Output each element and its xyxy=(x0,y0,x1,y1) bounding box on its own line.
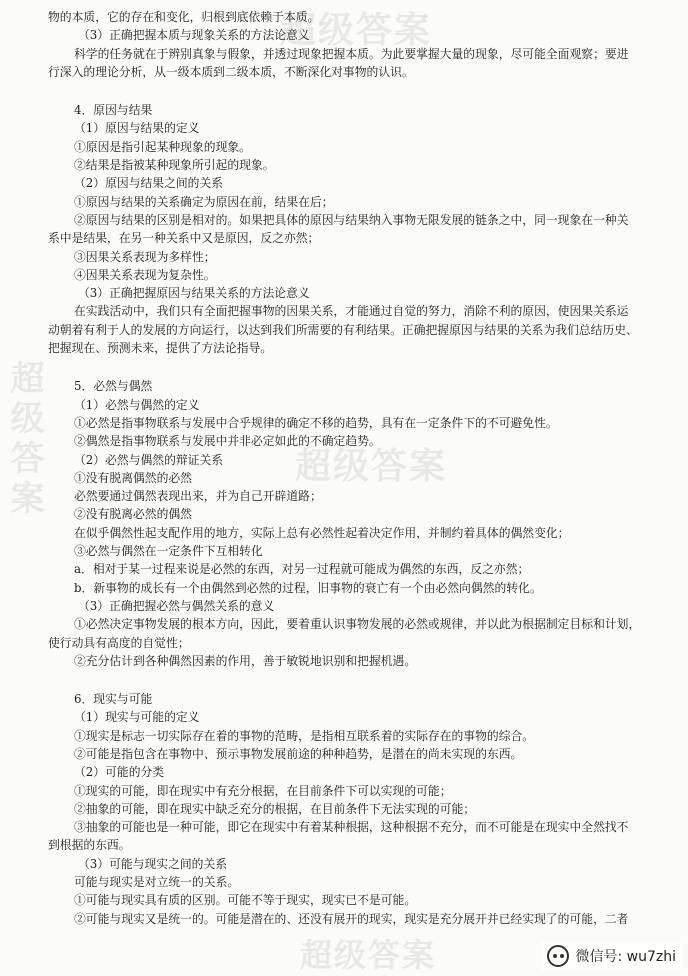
text-line: b．新事物的成长有一个由偶然到必然的过程，旧事物的衰亡有一个由必然向偶然的转化。 xyxy=(74,580,542,595)
wechat-account-badge xyxy=(541,942,682,970)
text-line: ①原因与结果的关系确定为原因在前，结果在后； xyxy=(74,194,334,209)
text-line: 系中是结果，在另一种关系中又是原因，反之亦然； xyxy=(48,231,320,246)
text-line: ①原因是指引起某种现象的现象。 xyxy=(74,139,251,154)
watermark-vertical: 超级答案 xyxy=(4,360,44,520)
section-gap xyxy=(46,670,666,690)
section-heading: 5．必然与偶然 xyxy=(74,379,153,394)
text-line: 可能与现实是对立统一的关系。 xyxy=(74,875,240,890)
watermark-top: 超级答案 xyxy=(280,10,433,51)
text-line: 行深入的理论分析，从一级本质到二级本质，不断深化对事物的认识。 xyxy=(48,64,414,79)
text-line: ①可能与现实具有质的区别。可能不等于现实，现实已不是可能。 xyxy=(74,893,417,908)
text-line: ②结果是指被某种现象所引起的现象。 xyxy=(74,158,275,173)
text-line: 在实践活动中，我们只有全面把握事物的因果关系，才能通过自觉的努力，消除不利的原因，使因果关系运 xyxy=(74,304,629,319)
text-line: （1）必然与偶然的定义 xyxy=(74,397,200,412)
wechat-account-label: 微信号: wu7zhi xyxy=(575,949,676,965)
text-line: （3）正确把握本质与现象关系的方法论意义 xyxy=(78,28,310,43)
text-line: （2）原因与结果之间的关系 xyxy=(74,176,224,191)
text-line: ②没有脱离必然的偶然 xyxy=(74,507,192,522)
text-line: ①必然是指事物联系与发展中合乎规律的确定不移的趋势，具有在一定条件下的不可避免性。 xyxy=(74,415,558,430)
text-line: 把握现在、预测未来，提供了方法论指导。 xyxy=(48,341,273,356)
text-line: 动朝着有利于人的发展的方向运行，以达到我们所需要的有利结果。正确把握原因与结果的关系为我们总结历史、 xyxy=(48,322,638,337)
text-line: ②可能是指包含在事物中、预示事物发展前途的种种趋势，是潜在的尚未实现的东西。 xyxy=(74,746,523,761)
watermark-middle: 超级答案 xyxy=(295,446,448,487)
section-gap xyxy=(46,81,666,101)
text-line: 物的本质，它的存在和变化，归根到底依赖于本质。 xyxy=(48,10,320,24)
text-line: 科学的任务就在于辨别真象与假象，并透过现象把握本质。为此要掌握大量的现象，尽可能全面观察；要进 xyxy=(74,46,629,61)
text-line: 使行动具有高度的自觉性； xyxy=(48,635,190,650)
text-line: 到根据的东西。 xyxy=(48,838,131,853)
text-line: ①现实的可能，即在现实中有充分根据，在目前条件下可以实现的可能； xyxy=(74,783,452,798)
text-line: （1）原因与结果的定义 xyxy=(74,121,200,136)
text-line: 在似乎偶然性起支配作用的地方，实际上总有必然性起着决定作用，并制约着具体的偶然变化； xyxy=(74,525,570,540)
text-line: （1）现实与可能的定义 xyxy=(74,710,200,725)
watermark-bottom: 超级答案 xyxy=(300,936,437,974)
text-line: a．相对于某一过程来说是必然的东西，对另一过程就可能成为偶然的东西，反之亦然； xyxy=(74,562,530,577)
text-line: 必然要通过偶然表现出来，并为自己开辟道路； xyxy=(74,489,322,504)
text-line: ①现实是标志一切实际存在着的事物的范畴，是指相互联系着的实际存在的事物的综合。 xyxy=(74,728,535,743)
text-line: ③必然与偶然在一定条件下互相转化 xyxy=(74,544,263,559)
text-line: （3）正确把握原因与结果关系的方法论意义 xyxy=(78,286,310,301)
section-gap xyxy=(46,357,666,377)
section-heading: 6．现实与可能 xyxy=(74,692,153,707)
text-line: ①没有脱离偶然的必然 xyxy=(74,470,192,485)
text-line: （2）可能的分类 xyxy=(74,765,165,780)
text-line: ②偶然是指事物联系与发展中并非必定如此的不确定趋势。 xyxy=(74,434,381,449)
text-line: ②抽象的可能，即在现实中缺乏充分的根据，在目前条件下无法实现的可能； xyxy=(74,801,476,816)
text-line: ④因果关系表现为复杂性。 xyxy=(74,267,216,282)
text-line: （3）可能与现实之间的关系 xyxy=(78,856,228,871)
text-line: ②可能与现实又是统一的。可能是潜在的、还没有展开的现实，现实是充分展开并已经实现了的可能，二者 xyxy=(74,911,629,926)
wechat-icon xyxy=(547,945,569,967)
text-line: ③因果关系表现为多样性； xyxy=(74,249,216,264)
text-line: ②充分估计到各种偶然因素的作用，善于敏锐地识别和把握机遇。 xyxy=(74,653,417,668)
text-line: ③抽象的可能也是一种可能，即它在现实中有着某种根据，这种根据不充分，而不可能是在现实中全然找不 xyxy=(74,820,629,835)
text-line: （2）必然与偶然的辩证关系 xyxy=(74,452,224,467)
text-line: ①必然决定事物发展的根本方向，因此，要着重认识事物发展的必然或规律，并以此为根据制定目标和计划， xyxy=(74,617,641,632)
section-heading: 4．原因与结果 xyxy=(74,103,153,118)
text-line: ②原因与结果的区别是相对的。如果把具体的原因与结果纳入事物无限发展的链条之中，同一现象在一种关 xyxy=(74,212,629,227)
text-line: （3）正确把握必然与偶然关系的意义 xyxy=(78,598,275,613)
